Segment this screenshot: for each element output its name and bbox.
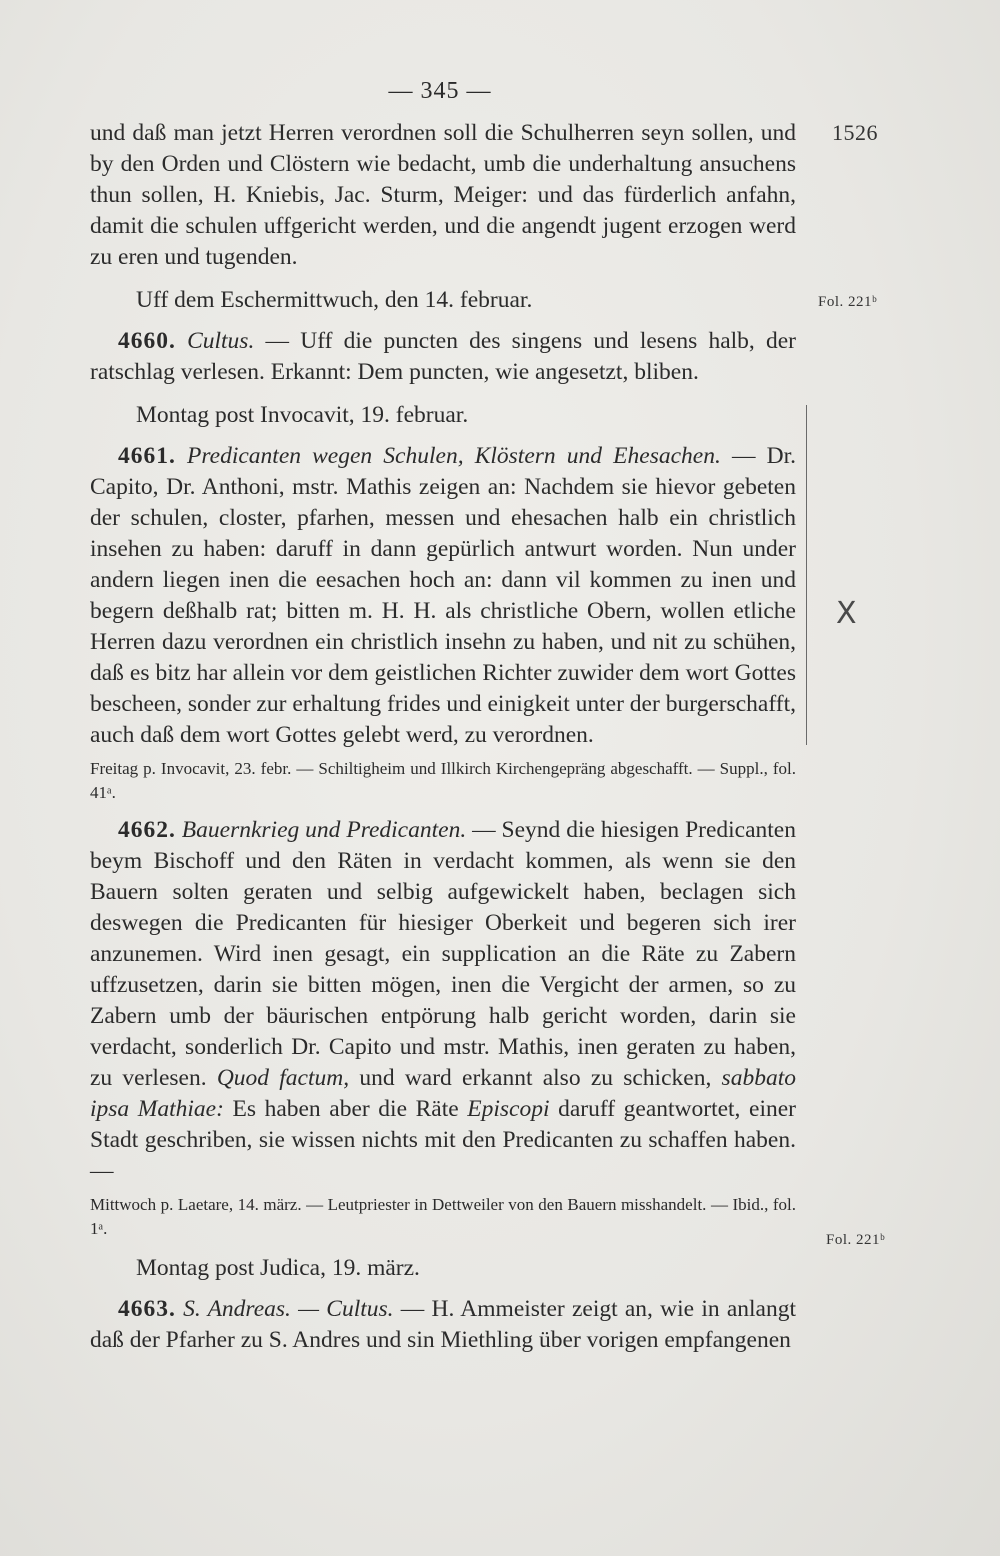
text-column (90, 118, 796, 1356)
entry-title: Predicanten wegen Schulen, Klöstern und Ehesachen. (187, 443, 721, 469)
latin-phrase: sabbato ipsa Mathiae: (90, 1065, 796, 1122)
date-heading: Montag post Invocavit, 19. februar. (136, 402, 469, 428)
latin-phrase: Quod factum, (216, 1065, 350, 1091)
entry-4663 (90, 1294, 796, 1356)
entry-title: Bauernkrieg und Predicanten. (181, 817, 467, 843)
margin-year: 1526 (832, 120, 878, 145)
page-number: — 345 — (388, 78, 492, 104)
paragraph-continuation: und daß man jetzt Herren verordnen soll die Schulherren seyn sollen, und by den Orden und Clöstern wie bedacht, umb die underhaltung ansuchens thun sollen, H. Kniebis, Jac. Sturm, Meiger: und das fürderlich anfahn, damit die schulen uffgericht werden, und die angendt jugent erzogen werd zu eren und tugenden. (90, 120, 796, 270)
entry-text: — H. Ammeister zeigt an, wie in anlangt daß der Pfarher zu S. Andres und sin Miethling über vorigen empfangenen (90, 1296, 797, 1353)
margin-folio-note: Fol. 221ᵇ (826, 1232, 886, 1248)
entry-text: daruff geantwortet, einer Stadt geschriben, sie wissen nichts mit den Predicanten zu schaffen haben. — (90, 1096, 796, 1184)
entry-number: 4662. (118, 817, 176, 843)
entry-4661 (90, 441, 796, 751)
entry-text: — Seynd die hiesigen Predicanten beym Bischoff und den Räten in verdacht kommen, als wenn sie den Bauern solten geraten und selbig aufgewickelt haben, beclagen sich deswegen die Predicanten für hiesiger Oberkeit und begeren sich irer anzunemen. Wird inen gesagt, ein supplication an die Räte zu Zabern uffzusetzen, darin sie bitten mögen, inen die Vergicht der armen, so zu Zabern umb der bäurischen entpörung halb gericht worden, darin sie verdacht, sonderlich Dr. Capito und mstr. Mathis, inen geraten zu haben, zu verlesen. (90, 817, 796, 1091)
date-heading: Uff dem Eschermittwuch, den 14. februar. (136, 287, 533, 313)
entry-text: Es haben aber die Räte (223, 1096, 468, 1122)
entry-number: 4663. (118, 1296, 176, 1322)
date-heading: Montag post Judica, 19. märz. (136, 1255, 420, 1281)
entry-4660 (90, 326, 796, 388)
small-note: Mittwoch p. Laetare, 14. märz. — Leutpriester in Dettweiler von den Bauern misshandelt. — Ibid., fol. 1ᵃ. (90, 1195, 796, 1238)
entry-number: 4660. (118, 328, 176, 354)
small-note: Freitag p. Invocavit, 23. febr. — Schiltigheim und Illkirch Kirchengepräng abgeschafft. — Suppl., fol. 41ᵃ. (90, 759, 796, 802)
entry-4662 (90, 815, 796, 1187)
entry-title: Cultus. (187, 328, 255, 354)
handwritten-x-mark: X (836, 596, 857, 631)
entry-text: — Uff die puncten des singens und lesens halb, der ratschlag verlesen. Erkannt: Dem puncten, wie angesetzt, bliben. (90, 328, 796, 385)
margin-folio-note: Fol. 221ᵇ (818, 294, 878, 310)
entry-text: — Dr. Capito, Dr. Anthoni, mstr. Mathis zeigen an: Nachdem sie hievor gebeten der schulen, closter, pfarhen, messen und ehesachen halb ein christlich insehen zu haben: daruff in dann gepürlich antwurt worden. Nun under andern liegen inen die eesachen hoch an: dann vil kommen zu inen und begern deßhalb rat; bitten m. H. H. als christliche Obern, wollen etliche Herren dazu verordnen ein christlich insehn zu haben, und nit zu schühen, daß es bitz har allein vor dem geistlichen Richter zuwider dem wort Gottes bescheen, sonder zur erhaltung frides und einigkeit unter der burgerschafft, auch daß dem wort Gottes gelebt werd, zu verordnen. (90, 443, 797, 748)
margin-bracket (798, 405, 807, 745)
entry-text: und ward erkannt also zu schicken, (349, 1065, 722, 1091)
latin-phrase: Episcopi (467, 1096, 550, 1122)
entry-number: 4661. (118, 443, 176, 469)
entry-title: S. Andreas. — Cultus. (183, 1296, 394, 1322)
